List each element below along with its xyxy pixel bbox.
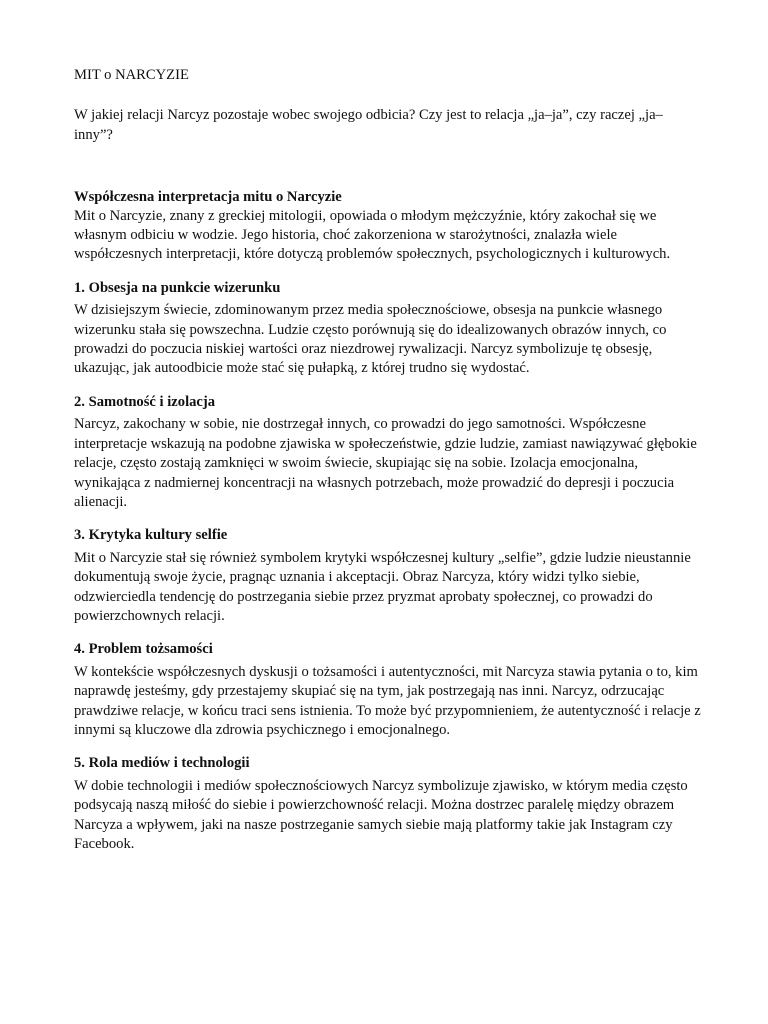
section-body-image-obsession: W dzisiejszym świecie, zdominowanym przez media społecznościowe, obsesja na punkcie własnego wizerunku stała się powszechna. Ludzie często porównują się do idealizowanych obrazów innych, co prowadzi do poczucia niskiej wartości oraz niezdrowej rywalizacji. Narcyz symbolizuje tę obsesję, ukazując, jak autoodbicie może stać się pułapką, z której trudno się wydostać. xyxy=(74,302,667,377)
section-body-media-technology: W dobie technologii i mediów społecznościowych Narcyz symbolizuje zjawisko, w którym media często podsycają naszą miłość do siebie i powierzchowność relacji. Można dostrzec paralelę między obrazem Narcyza a wpływem, jaki na nasze postrzeganie samych siebie mają platformy takie jak Instagram czy Facebook. xyxy=(74,777,688,852)
section-heading-image-obsession: 1. Obsesja na punkcie wizerunku xyxy=(74,279,281,296)
opening-question: W jakiej relacji Narcyz pozostaje wobec swojego odbicia? Czy jest to relacja „ja–ja”, czy raczej „ja–inny”? xyxy=(74,107,663,143)
section-heading-media-technology: 5. Rola mediów i technologii xyxy=(74,755,250,772)
section-heading-identity: 4. Problem tożsamości xyxy=(74,641,213,658)
main-heading: Współczesna interpretacja mitu o Narcyzie xyxy=(74,189,342,206)
document-title: MIT o NARCYZIE xyxy=(74,67,189,83)
section-body-loneliness: Narcyz, zakochany w sobie, nie dostrzegał innych, co prowadzi do jego samotności. Współczesne interpretacje wskazują na podobne zjawiska w społeczeństwie, gdzie ludzie, zamiast nawiązywać głębokie relacje, często zostają zamknięci w swoim świecie, skupiając się na sobie. Izolacja emocjonalna, wynikająca z nadmiernej koncentracji na własnych potrzebach, może prowadzić do depresji i poczucia alienacji. xyxy=(74,416,697,510)
section-heading-selfie-culture: 3. Krytyka kultury selfie xyxy=(74,527,228,544)
intro-paragraph: Mit o Narcyzie, znany z greckiej mitologii, opowiada o młodym mężczyźnie, który zakochał się we własnym odbiciu w wodzie. Jego historia, choć zakorzeniona w starożytności, znalazła wiele współczesnych interpretacji, które dotyczą problemów społecznych, psychologicznych i kulturowych. xyxy=(74,207,671,263)
section-body-selfie-culture: Mit o Narcyzie stał się również symbolem krytyki współczesnej kultury „selfie”, gdzie ludzie nieustannie dokumentują swoje życie, pragnąc uznania i akceptacji. Obraz Narcyza, który widzi tylko siebie, odzwierciedla tendencję do postrzegania siebie przez pryzmat aprobaty społecznej, co prowadzi do powierzchownych relacji. xyxy=(74,549,691,624)
section-body-identity: W kontekście współczesnych dyskusji o tożsamości i autentyczności, mit Narcyza stawia pytania o to, kim naprawdę jesteśmy, gdy przestajemy skupiać się na tym, jak postrzegają nas inni. Narcyz, odrzucając prawdziwe relacje, w końcu traci sens istnienia. To może być przypomnieniem, że autentyczność i relacje z innymi są kluczowe dla zdrowia psychicznego i emocjonalnego. xyxy=(74,663,701,738)
section-heading-loneliness: 2. Samotność i izolacja xyxy=(74,393,216,410)
document-page xyxy=(74,66,704,854)
